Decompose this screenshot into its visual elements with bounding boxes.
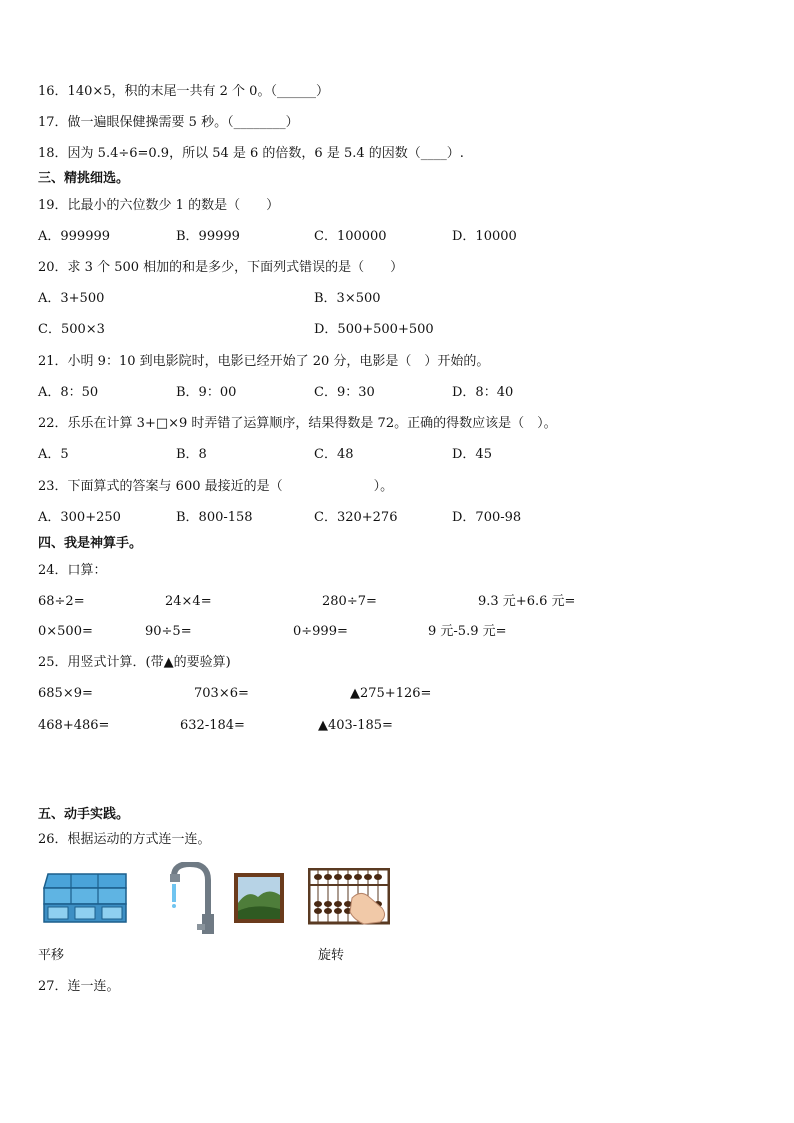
q24-item-6: 90÷5= [145, 624, 192, 639]
q19-option-c: C．100000 [314, 229, 387, 244]
q23-option-b: B．800-158 [176, 510, 253, 525]
q23-option-a: A．300+250 [38, 510, 121, 525]
q20-option-d: D．500+500+500 [314, 322, 434, 337]
q19-option-a: A．999999 [38, 229, 111, 244]
q23-option-c: C．320+276 [314, 510, 398, 525]
framed-painting-image [234, 873, 284, 923]
q24-item-8: 9 元-5.9 元= [428, 624, 507, 639]
question-17: 17．做一遍眼保健操需要 5 秒。（________） [38, 115, 299, 130]
q25-item-3: ▲275+126= [350, 686, 432, 701]
q24-item-5: 0×500= [38, 624, 93, 639]
q25-item-2: 703×6= [194, 686, 249, 701]
question-27: 27．连一连。 [38, 979, 120, 994]
question-20: 20．求 3 个 500 相加的和是多少，下面列式错误的是（ ） [38, 260, 404, 275]
q20-option-c: C．500×3 [38, 322, 105, 337]
question-16: 16．140×5，积的末尾一共有 2 个 0。（______） [38, 84, 329, 99]
question-24: 24．口算： [38, 563, 107, 578]
translation-label: 平移 [38, 948, 65, 963]
q25-item-6: ▲403-185= [318, 718, 393, 733]
question-22: 22．乐乐在计算 3+□×9 时弄错了运算顺序，结果得数是 72。正确的得数应该是（ ）。 [38, 416, 557, 431]
question-25: 25．用竖式计算．(带▲的要验算) [38, 655, 231, 670]
question-21: 21．小明 9：10 到电影院时，电影已经开始了 20 分，电影是（ ）开始的。 [38, 354, 490, 369]
q22-option-d: D．45 [452, 447, 492, 462]
q20-option-a: A．3+500 [38, 291, 105, 306]
q24-item-7: 0÷999= [293, 624, 348, 639]
q21-option-d: D．8：40 [452, 385, 514, 400]
q23-option-d: D．700-98 [452, 510, 522, 525]
question-18: 18．因为 5.4÷6=0.9，所以 54 是 6 的倍数，6 是 5.4 的因数（____）. [38, 146, 464, 161]
rotation-label: 旋转 [318, 948, 345, 963]
q24-item-2: 24×4= [165, 594, 212, 609]
question-26: 26．根据运动的方式连一连。 [38, 832, 211, 847]
q24-item-4: 9.3 元+6.6 元= [478, 594, 576, 609]
q21-option-c: C．9：30 [314, 385, 375, 400]
abacus-image [308, 868, 390, 926]
q21-option-b: B．9：00 [176, 385, 237, 400]
q19-option-d: D．10000 [452, 229, 517, 244]
q25-item-1: 685×9= [38, 686, 93, 701]
section-4-heading: 四、我是神算手。 [38, 536, 143, 551]
q22-option-a: A．5 [38, 447, 69, 462]
q22-option-b: B．8 [176, 447, 207, 462]
section-3-heading: 三、精挑细选。 [38, 171, 130, 186]
q22-option-c: C．48 [314, 447, 354, 462]
q19-option-b: B．99999 [176, 229, 240, 244]
question-23: 23．下面算式的答案与 600 最接近的是（ ）。 [38, 479, 394, 494]
q25-item-5: 632-184= [180, 718, 245, 733]
q24-item-1: 68÷2= [38, 594, 85, 609]
drawer-cabinet-image [42, 870, 130, 924]
faucet-image [164, 862, 216, 936]
question-19: 19．比最小的六位数少 1 的数是（ ） [38, 198, 280, 213]
q25-item-4: 468+486= [38, 718, 110, 733]
q24-item-3: 280÷7= [322, 594, 377, 609]
q20-option-b: B．3×500 [314, 291, 381, 306]
section-5-heading: 五、动手实践。 [38, 807, 130, 822]
q21-option-a: A．8：50 [38, 385, 99, 400]
